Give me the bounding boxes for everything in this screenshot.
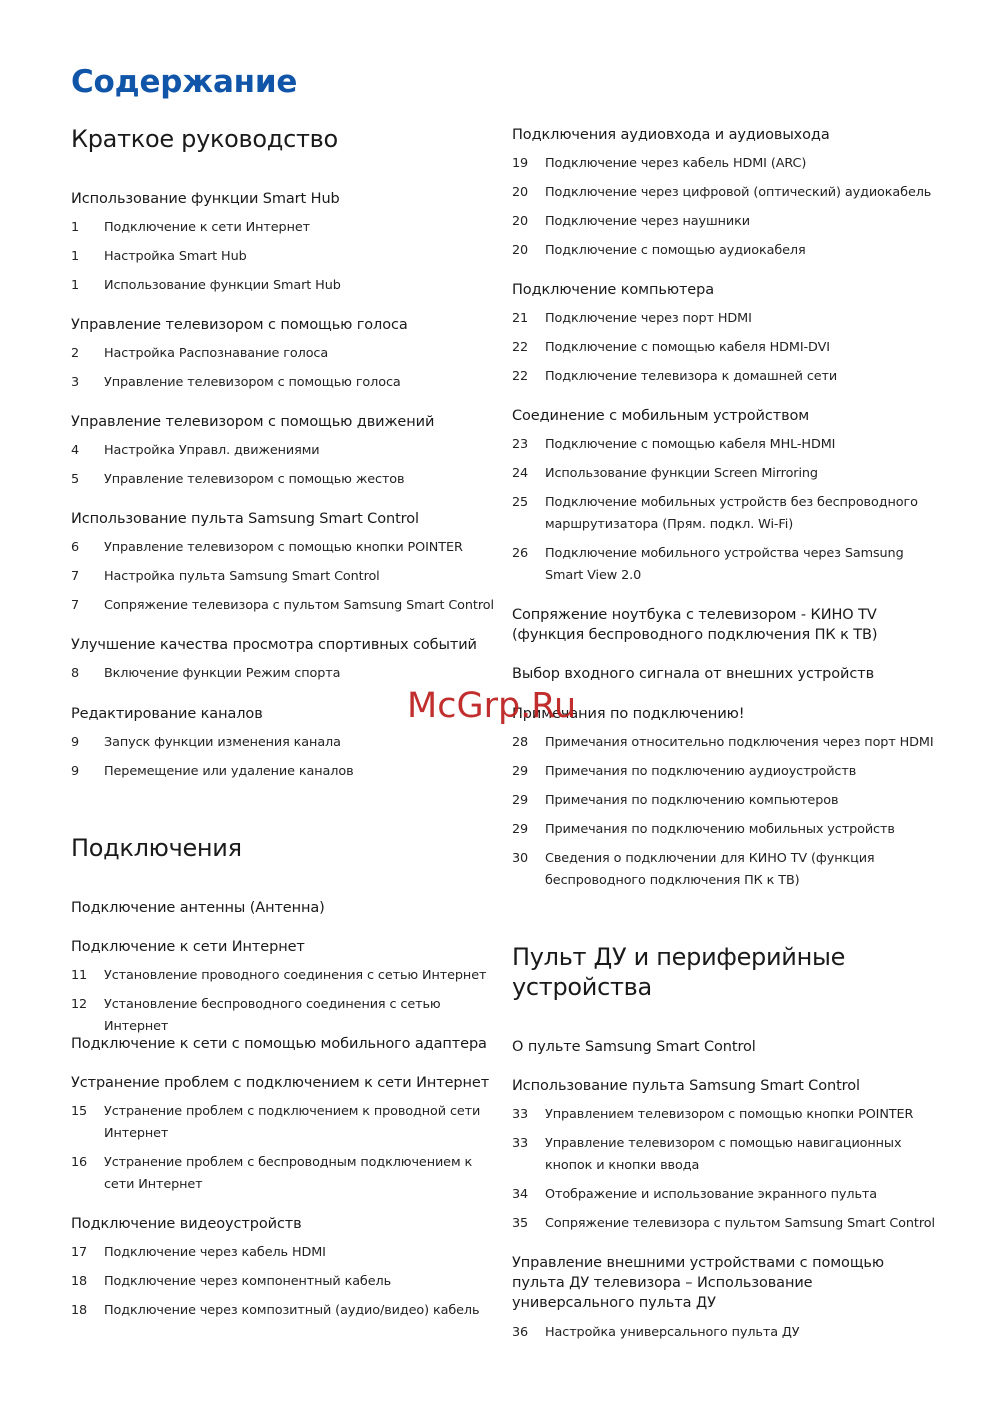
page-number: 9 <box>71 735 80 750</box>
page-number: 16 <box>71 1155 88 1170</box>
entry-text: Отображение и использование экранного пульта <box>545 1187 877 1202</box>
entry-text: Подключение через кабель HDMI (ARC) <box>545 156 807 171</box>
page-number: 30 <box>512 851 529 866</box>
page-number: 28 <box>512 735 529 750</box>
entry-text: Управление телевизором с помощью голоса <box>104 375 401 390</box>
toc-entry[interactable] <box>512 153 937 175</box>
entry-text: Подключение мобильных устройств без беспроводного маршрутизатора (Прям. подкл. Wi-Fi) <box>545 495 918 532</box>
section-title: Пульт ДУ и периферийные устройства <box>512 943 846 1001</box>
toc-entry[interactable] <box>512 1133 937 1177</box>
toc-subsection-link[interactable]: Подключение компьютера <box>512 282 715 298</box>
entry-text: Примечания по подключению компьютеров <box>545 793 839 808</box>
toc-entry[interactable] <box>512 211 937 233</box>
toc-entry[interactable] <box>71 965 496 987</box>
page-number: 34 <box>512 1187 529 1202</box>
toc-entry[interactable] <box>71 1300 496 1322</box>
entry-text: Управление телевизором с помощью навигационных кнопок и кнопки ввода <box>545 1136 902 1173</box>
section-title: Краткое руководство <box>71 125 338 153</box>
page-number: 21 <box>512 311 529 326</box>
toc-subsection-link[interactable]: Подключения аудиовхода и аудиовыхода <box>512 127 830 143</box>
toc-entry[interactable] <box>512 761 937 783</box>
page-number: 19 <box>512 156 529 171</box>
watermark: McGrp.Ru <box>407 686 577 726</box>
toc-entry[interactable] <box>512 337 937 359</box>
toc-entry[interactable] <box>71 732 496 754</box>
toc-entry[interactable] <box>71 566 496 588</box>
entry-text: Подключение с помощью кабеля MHL-HDMI <box>545 437 836 452</box>
toc-subsection-link[interactable]: Использование функции Smart Hub <box>71 191 340 207</box>
entry-text: Настройка универсального пульта ДУ <box>545 1325 800 1340</box>
entry-text: Подключение с помощью аудиокабеля <box>545 243 806 258</box>
entry-text: Подключение через компонентный кабель <box>104 1274 392 1289</box>
entry-text: Устранение проблем с подключением к проводной сети Интернет <box>104 1104 481 1141</box>
entry-text: Управление телевизором с помощью жестов <box>104 472 405 487</box>
toc-entry[interactable] <box>512 848 937 892</box>
page-number: 5 <box>71 472 80 487</box>
entry-text: Включение функции Режим спорта <box>104 666 341 681</box>
toc-entry[interactable] <box>71 275 496 297</box>
entry-text: Подключение через цифровой (оптический) аудиокабель <box>545 185 932 200</box>
toc-entry[interactable] <box>512 1184 937 1206</box>
entry-text: Настройка Smart Hub <box>104 249 247 264</box>
toc-subsection-link[interactable]: Примечания по подключению! <box>512 706 745 722</box>
page-number: 24 <box>512 466 529 481</box>
toc-entry[interactable] <box>71 1152 496 1196</box>
entry-text: Сведения о подключении для КИНО TV (функция беспроводного подключения ПК к ТВ) <box>545 851 875 888</box>
toc-entry[interactable] <box>512 790 937 812</box>
entry-text: Примечания по подключению аудиоустройств <box>545 764 857 779</box>
page-number: 29 <box>512 822 529 837</box>
entry-text: Подключение мобильного устройства через Samsung Smart View 2.0 <box>545 546 904 583</box>
toc-entry[interactable] <box>512 240 937 262</box>
toc-subsection-link[interactable]: Выбор входного сигнала от внешних устройств <box>512 666 875 682</box>
page-number: 1 <box>71 278 80 293</box>
entry-text: Запуск функции изменения канала <box>104 735 341 750</box>
page-number: 33 <box>512 1136 529 1151</box>
page-number: 18 <box>71 1274 88 1289</box>
entry-text: Подключение через наушники <box>545 214 750 229</box>
toc-entry[interactable] <box>71 246 496 268</box>
entry-text: Подключение с помощью кабеля HDMI-DVI <box>545 340 830 355</box>
toc-entry[interactable] <box>71 761 496 783</box>
page-number: 1 <box>71 249 80 264</box>
page-number: 12 <box>71 997 88 1012</box>
toc-entry[interactable] <box>71 372 496 394</box>
toc-entry[interactable] <box>512 819 937 841</box>
toc-entry[interactable] <box>71 343 496 365</box>
page-number: 22 <box>512 369 529 384</box>
section-title: Подключения <box>71 834 242 862</box>
toc-entry[interactable] <box>71 537 496 559</box>
toc-subsection-link[interactable]: Использование пульта Samsung Smart Control <box>71 511 419 527</box>
entry-text: Устранение проблем с беспроводным подключением к сети Интернет <box>104 1155 473 1192</box>
page-number: 1 <box>71 220 80 235</box>
page-number: 29 <box>512 764 529 779</box>
toc-entry[interactable] <box>71 469 496 491</box>
page-number: 18 <box>71 1303 88 1318</box>
toc-subsection-link[interactable]: Соединение с мобильным устройством <box>512 408 810 424</box>
entry-text: Подключение телевизора к домашней сети <box>545 369 838 384</box>
toc-subsection-link[interactable]: Устранение проблем с подключением к сети Интернет <box>71 1075 490 1091</box>
toc-subsection-link[interactable]: Подключение антенны (Антенна) <box>71 900 325 916</box>
toc-subsection-link[interactable]: Подключение к сети Интернет <box>71 939 305 955</box>
page-number: 36 <box>512 1325 529 1340</box>
page-number: 20 <box>512 214 529 229</box>
toc-entry[interactable] <box>71 1242 496 1264</box>
entry-text: Управлением телевизором с помощью кнопки POINTER <box>545 1107 914 1122</box>
toc-entry[interactable] <box>512 434 937 456</box>
entry-text: Примечания по подключению мобильных устройств <box>545 822 895 837</box>
page-number: 9 <box>71 764 80 779</box>
page-number: 6 <box>71 540 80 555</box>
page-number: 17 <box>71 1245 88 1260</box>
page-number: 22 <box>512 340 529 355</box>
toc-entry[interactable] <box>71 217 496 239</box>
page-number: 26 <box>512 546 529 561</box>
toc-subsection-link[interactable]: Управление телевизором с помощью движений <box>71 414 435 430</box>
page-number: 8 <box>71 666 80 681</box>
entry-text: Сопряжение телевизора с пультом Samsung Smart Control <box>545 1216 935 1231</box>
page-number: 20 <box>512 185 529 200</box>
toc-subsection-link[interactable]: Редактирование каналов <box>71 706 263 722</box>
toc-entry[interactable] <box>512 543 937 587</box>
toc-entry[interactable] <box>512 182 937 204</box>
toc-entry[interactable] <box>71 595 496 617</box>
entry-text: Подключение через кабель HDMI <box>104 1245 326 1260</box>
entry-text: Настройка Управл. движениями <box>104 443 320 458</box>
toc-entry[interactable] <box>512 492 937 536</box>
toc-entry[interactable] <box>71 663 496 685</box>
entry-text: Установление беспроводного соединения с сетью Интернет <box>104 997 441 1034</box>
toc-entry[interactable] <box>512 463 937 485</box>
toc-entry[interactable] <box>512 1104 937 1126</box>
entry-text: Использование функции Smart Hub <box>104 278 341 293</box>
page-number: 7 <box>71 569 80 584</box>
entry-text: Настройка Распознавание голоса <box>104 346 329 361</box>
entry-text: Примечания относительно подключения через порт HDMI <box>545 735 934 750</box>
entry-text: Перемещение или удаление каналов <box>104 764 354 779</box>
toc-entry[interactable] <box>71 1271 496 1293</box>
toc-subsection-link[interactable]: Управление внешними устройствами с помощью пульта ДУ телевизора – Использование универсального пульта ДУ <box>512 1255 884 1311</box>
entry-text: Управление телевизором с помощью кнопки POINTER <box>104 540 463 555</box>
page-number: 3 <box>71 375 80 390</box>
toc-entry[interactable] <box>512 1213 937 1235</box>
entry-text: Настройка пульта Samsung Smart Control <box>104 569 380 584</box>
page-number: 23 <box>512 437 529 452</box>
entry-text: Подключение через композитный (аудио/видео) кабель <box>104 1303 480 1318</box>
page-number: 20 <box>512 243 529 258</box>
toc-entry[interactable] <box>512 1322 937 1344</box>
toc-subsection-link[interactable]: О пульте Samsung Smart Control <box>512 1039 756 1055</box>
toc-subsection-link[interactable]: Улучшение качества просмотра спортивных событий <box>71 637 477 653</box>
toc-entry[interactable] <box>512 308 937 330</box>
toc-entry[interactable] <box>512 366 937 388</box>
page-number: 35 <box>512 1216 529 1231</box>
page-title: Содержание <box>71 64 298 100</box>
toc-subsection-link[interactable]: Сопряжение ноутбука с телевизором - КИНО TV (функция беспроводного подключения ПК к ТВ) <box>512 607 878 643</box>
page-number: 29 <box>512 793 529 808</box>
entry-text: Установление проводного соединения с сетью Интернет <box>104 968 487 983</box>
entry-text: Сопряжение телевизора с пультом Samsung Smart Control <box>104 598 494 613</box>
toc-entry[interactable] <box>71 1101 496 1145</box>
page-number: 25 <box>512 495 529 510</box>
entry-text: Подключение через порт HDMI <box>545 311 752 326</box>
page-number: 11 <box>71 968 88 983</box>
toc-subsection-link[interactable]: Управление телевизором с помощью голоса <box>71 317 408 333</box>
page-number: 4 <box>71 443 80 458</box>
toc-subsection-link[interactable]: Использование пульта Samsung Smart Control <box>512 1078 860 1094</box>
toc-entry[interactable] <box>512 732 937 754</box>
page-number: 2 <box>71 346 80 361</box>
page-number: 15 <box>71 1104 88 1119</box>
entry-text: Использование функции Screen Mirroring <box>545 466 818 481</box>
toc-subsection-link[interactable]: Подключение видеоустройств <box>71 1216 302 1232</box>
entry-text: Подключение к сети Интернет <box>104 220 310 235</box>
toc-entry[interactable] <box>71 994 496 1038</box>
toc-entry[interactable] <box>71 440 496 462</box>
page-number: 7 <box>71 598 80 613</box>
page-number: 33 <box>512 1107 529 1122</box>
toc-subsection-link[interactable]: Подключение к сети с помощью мобильного адаптера <box>71 1036 487 1052</box>
